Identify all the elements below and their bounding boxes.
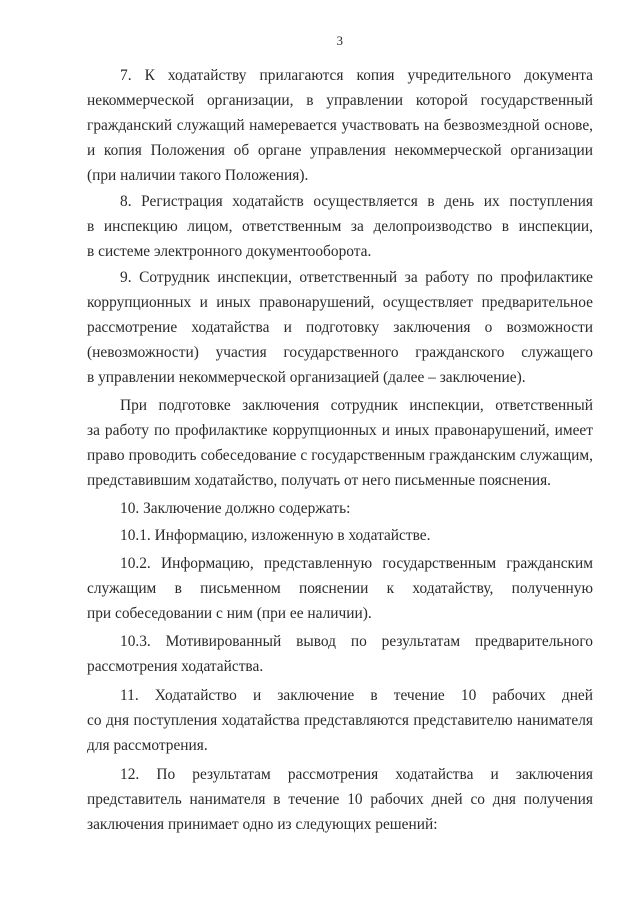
- text-line: представитель нанимателя в течение 10 рабочих дней со дня получения: [87, 791, 593, 808]
- text-line: рассмотрения ходатайства.: [87, 658, 264, 675]
- text-line: 10. Заключение должно содержать:: [120, 500, 351, 517]
- text-line: гражданский служащий намеревается участвовать на безвозмездной основе,: [87, 117, 593, 134]
- text-line: представившим ходатайство, получать от него письменные пояснения.: [87, 472, 552, 489]
- text-line: 9. Сотрудник инспекции, ответственный за работу по профилактике: [120, 269, 593, 286]
- text-line: 8. Регистрация ходатайств осуществляется в день их поступления: [120, 193, 593, 210]
- text-line: и копия Положения об органе управления некоммерческой организации: [87, 142, 593, 159]
- text-line: 12. По результатам рассмотрения ходатайства и заключения: [120, 766, 593, 783]
- text-line: право проводить собеседование с государственным гражданским служащим,: [87, 447, 593, 464]
- text-line: некоммерческой организации, в управлении которой государственный: [87, 92, 593, 109]
- text-line: со дня поступления ходатайства представляются представителю нанимателя: [87, 712, 593, 729]
- text-line: (при наличии такого Положения).: [87, 167, 309, 184]
- page-number: 3: [336, 33, 344, 48]
- text-line: в инспекцию лицом, ответственным за делопроизводство в инспекции,: [87, 218, 593, 235]
- text-line: коррупционных и иных правонарушений, осуществляет предварительное: [87, 294, 593, 311]
- text-line: служащим в письменном пояснении к ходатайству, полученную: [87, 580, 593, 597]
- text-line: (невозможности) участия государственного гражданского служащего: [87, 344, 593, 361]
- text-line: 7. К ходатайству прилагаются копия учредительного документа: [120, 67, 593, 84]
- text-line: заключения принимает одно из следующих решений:: [87, 816, 438, 833]
- text-line: при собеседовании с ним (при ее наличии).: [87, 605, 372, 622]
- text-line: При подготовке заключения сотрудник инспекции, ответственный: [120, 397, 593, 414]
- text-line: для рассмотрения.: [87, 737, 208, 754]
- text-line: 11. Ходатайство и заключение в течение 10 рабочих дней: [120, 687, 593, 704]
- text-line: за работу по профилактике коррупционных и иных правонарушений, имеет: [87, 422, 593, 439]
- text-line: 10.3. Мотивированный вывод по результатам предварительного: [120, 633, 593, 650]
- text-line: 10.1. Информацию, изложенную в ходатайстве.: [120, 527, 431, 544]
- text-line: 10.2. Информацию, представленную государственным гражданским: [120, 555, 593, 572]
- text-line: в управлении некоммерческой организацией (далее – заключение).: [87, 369, 526, 386]
- text-line: рассмотрение ходатайства и подготовку заключения о возможности: [87, 319, 593, 336]
- text-line: в системе электронного документооборота.: [87, 243, 372, 260]
